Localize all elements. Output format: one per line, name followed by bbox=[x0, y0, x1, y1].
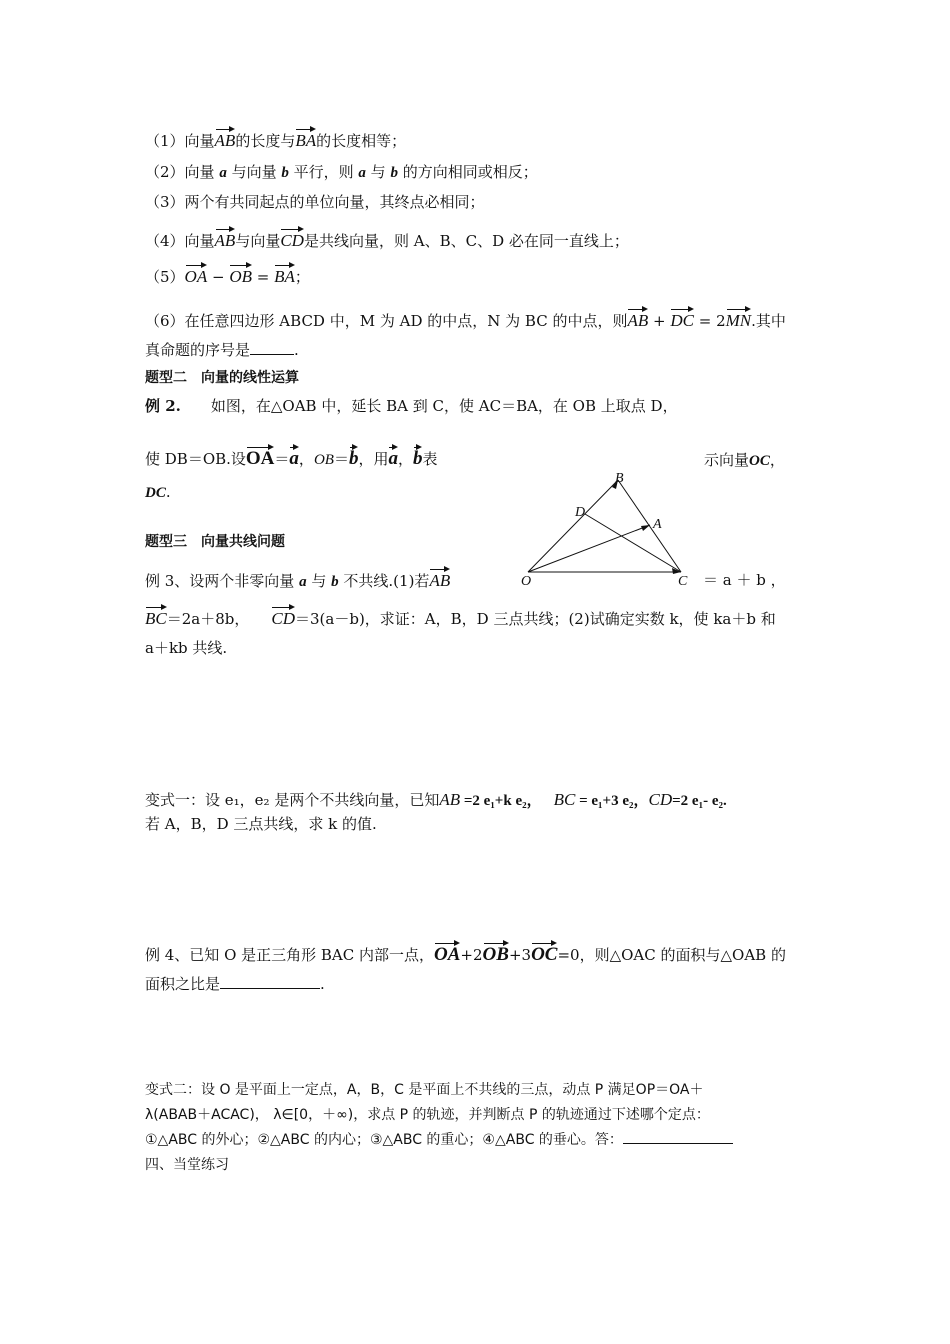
vector-dc: DC bbox=[145, 485, 166, 501]
triangle-figure bbox=[518, 468, 698, 588]
period: . bbox=[320, 975, 325, 993]
arrow-a bbox=[641, 525, 650, 531]
item-6-tail-text: 真命题的序号是 bbox=[145, 341, 251, 359]
example-3-text: 例 3、设两个非零向量 bbox=[145, 572, 300, 590]
vector-ab: AB bbox=[215, 126, 236, 149]
variant-1-line-2: 若 A，B，D 三点共线，求 k 的值. bbox=[145, 815, 377, 833]
item-2-text: 与向量 bbox=[226, 163, 282, 181]
example-3-text: ＝2a＋8b， bbox=[166, 610, 250, 628]
vector-ob: OB bbox=[483, 940, 509, 963]
item-1-post: 的长度相等； bbox=[316, 132, 407, 150]
operator: = bbox=[252, 268, 275, 286]
example-2-line-2-right bbox=[704, 450, 785, 471]
label-b: B bbox=[615, 471, 624, 486]
ab-value: =2 e₁+k e₂， bbox=[460, 793, 542, 809]
section-3-heading: 题型三 向量共线问题 bbox=[145, 534, 285, 550]
item-2-text: 平行，则 bbox=[288, 163, 359, 181]
label-a: A bbox=[653, 517, 662, 532]
item-4-pre: （4）向量 bbox=[145, 232, 215, 250]
period: . bbox=[294, 341, 299, 359]
variant-1-line-1 bbox=[145, 790, 727, 811]
label-bc: BC bbox=[553, 790, 576, 809]
variant-2-line-3 bbox=[145, 1130, 733, 1150]
item-5-pre: （5） bbox=[145, 268, 185, 286]
var-a: a bbox=[299, 574, 307, 590]
vector-b: b bbox=[413, 444, 423, 467]
vector-oc: OC bbox=[749, 453, 770, 469]
operator: = 2 bbox=[693, 312, 726, 330]
item-3: （3）两个有共同起点的单位向量，其终点必相同； bbox=[145, 193, 485, 211]
variant-2-text: ①△ABC 的外心；②△ABC 的内心；③△ABC 的重心；④△ABC 的垂心。答： bbox=[145, 1132, 623, 1148]
item-6 bbox=[145, 306, 786, 331]
segment-dc bbox=[585, 514, 681, 572]
item-5 bbox=[145, 262, 310, 287]
example-4-line-1 bbox=[145, 940, 786, 965]
bc-value: = e₁+3 e₂， bbox=[575, 793, 649, 809]
vector-mn: MN bbox=[726, 306, 752, 329]
answer-blank[interactable] bbox=[623, 1143, 733, 1144]
item-6-post: .其中 bbox=[751, 312, 786, 330]
label-d: D bbox=[575, 505, 586, 520]
example-4-text: 例 4、已知 O 是正三角形 BAC 内部一点， bbox=[145, 946, 435, 964]
answer-blank[interactable] bbox=[220, 988, 320, 989]
coef-2: +2 bbox=[460, 946, 483, 964]
item-2 bbox=[145, 162, 538, 183]
variant-2-line-2: λ(ABAB＋ACAC)， λ∈[0，＋∞)，求点 P 的轨迹，并判断点 P 的轨迹通过下述哪个定点： bbox=[145, 1107, 710, 1123]
item-1-mid: 的长度与 bbox=[235, 132, 296, 150]
label-o: O bbox=[521, 574, 532, 588]
example-4-line-2 bbox=[145, 974, 325, 994]
example-3-line-2 bbox=[145, 604, 776, 629]
vector-a: a bbox=[289, 444, 299, 467]
answer-blank[interactable] bbox=[250, 354, 294, 355]
example-3-line-3: a＋kb 共线. bbox=[145, 639, 228, 657]
section-2-heading: 题型二 向量的线性运算 bbox=[145, 370, 299, 386]
operator: ＝ bbox=[333, 450, 349, 468]
example-2-line-2 bbox=[145, 444, 438, 470]
example-3-line-1 bbox=[145, 566, 450, 592]
vector-b: b bbox=[349, 444, 359, 467]
label-ab: AB bbox=[439, 790, 461, 809]
separator: ， bbox=[397, 450, 413, 468]
vector-ab: AB bbox=[215, 226, 236, 249]
example-2-text: 表 bbox=[422, 450, 438, 468]
vector-cd: CD bbox=[280, 226, 304, 249]
item-4-post: 是共线向量，则 A、B、C、D 必在同一直线上； bbox=[303, 232, 629, 250]
vector-cd: CD bbox=[271, 604, 295, 627]
item-2-text: 与 bbox=[365, 163, 391, 181]
item-4-mid: 与向量 bbox=[235, 232, 281, 250]
variant-2-line-1: 变式二：设 O 是平面上一定点，A，B，C 是平面上不共线的三点，动点 P 满足OP＝OA＋ bbox=[145, 1082, 704, 1098]
example-3-text: 不共线.(1)若 bbox=[338, 572, 430, 590]
var-b: b bbox=[281, 165, 289, 181]
label-c: C bbox=[678, 574, 688, 588]
vector-bc: BC bbox=[145, 604, 167, 627]
item-6-pre: （6）在任意四边形 ABCD 中，M 为 AD 的中点，N 为 BC 的中点，则 bbox=[145, 312, 628, 330]
item-2-text: （2）向量 bbox=[145, 163, 220, 181]
vector-a: a bbox=[388, 444, 398, 467]
example-2-text: 使 DB＝OB.设 bbox=[145, 450, 246, 468]
item-1 bbox=[145, 126, 406, 151]
item-1-pre: （1）向量 bbox=[145, 132, 215, 150]
period: . bbox=[165, 483, 171, 501]
example-2-line-1 bbox=[145, 396, 678, 416]
cd-value: =2 e₁- e₂. bbox=[672, 793, 727, 809]
example-2-text: 示向量 bbox=[704, 451, 750, 469]
vector-oa: OA bbox=[185, 262, 208, 285]
var-b: b bbox=[390, 165, 398, 181]
vector-ab: AB bbox=[429, 566, 450, 589]
example-2-label: 例 2. bbox=[145, 397, 181, 415]
segment-bc bbox=[618, 480, 681, 572]
example-3-text: ＝3(a－b)，求证：A，B，D 三点共线；(2)试确定实数 k，使 ka＋b 和 bbox=[295, 610, 776, 628]
item-6-tail bbox=[145, 340, 299, 360]
vector-dc: DC bbox=[670, 306, 694, 329]
var-b: b bbox=[331, 574, 339, 590]
var-a: a bbox=[219, 165, 227, 181]
label-cd: CD bbox=[648, 790, 673, 809]
operator: − bbox=[207, 268, 230, 286]
coef-3: +3 bbox=[508, 946, 532, 964]
item-2-text: 的方向相同或相反； bbox=[397, 163, 538, 181]
example-2-line-3 bbox=[145, 482, 171, 503]
section-4-heading: 四、当堂练习 bbox=[145, 1157, 229, 1173]
separator: ， bbox=[769, 451, 785, 469]
example-2-text: ，用 bbox=[358, 450, 389, 468]
vector-oc: OC bbox=[531, 940, 557, 963]
separator: ， bbox=[298, 450, 314, 468]
var-a: a bbox=[358, 165, 366, 181]
example-4-text: =0，则△OAC 的面积与△OAB 的 bbox=[557, 946, 786, 964]
item-4 bbox=[145, 226, 629, 251]
example-4-text: 面积之比是 bbox=[145, 975, 221, 993]
item-5-post: ； bbox=[294, 268, 310, 286]
example-2-text: 如图，在△OAB 中，延长 BA 到 C，使 AC＝BA，在 OB 上取点 D， bbox=[180, 397, 678, 415]
operator: ＝ bbox=[274, 450, 290, 468]
variant-1-text: 变式一：设 e₁，e₂ 是两个不共线向量，已知 bbox=[145, 791, 440, 809]
vector-oa: OA bbox=[246, 444, 275, 467]
vector-ob: OB bbox=[229, 262, 252, 285]
example-3-line-1-right: ＝ a ＋ b ， bbox=[703, 571, 786, 589]
operator: + bbox=[648, 312, 671, 330]
label-ob: OB bbox=[313, 452, 334, 468]
vector-ba: BA bbox=[274, 262, 295, 285]
vector-ab: AB bbox=[627, 306, 648, 329]
segment-oa bbox=[528, 525, 650, 572]
vector-oa: OA bbox=[434, 940, 460, 963]
example-3-text: 与 bbox=[306, 572, 332, 590]
vector-ba: BA bbox=[295, 126, 316, 149]
